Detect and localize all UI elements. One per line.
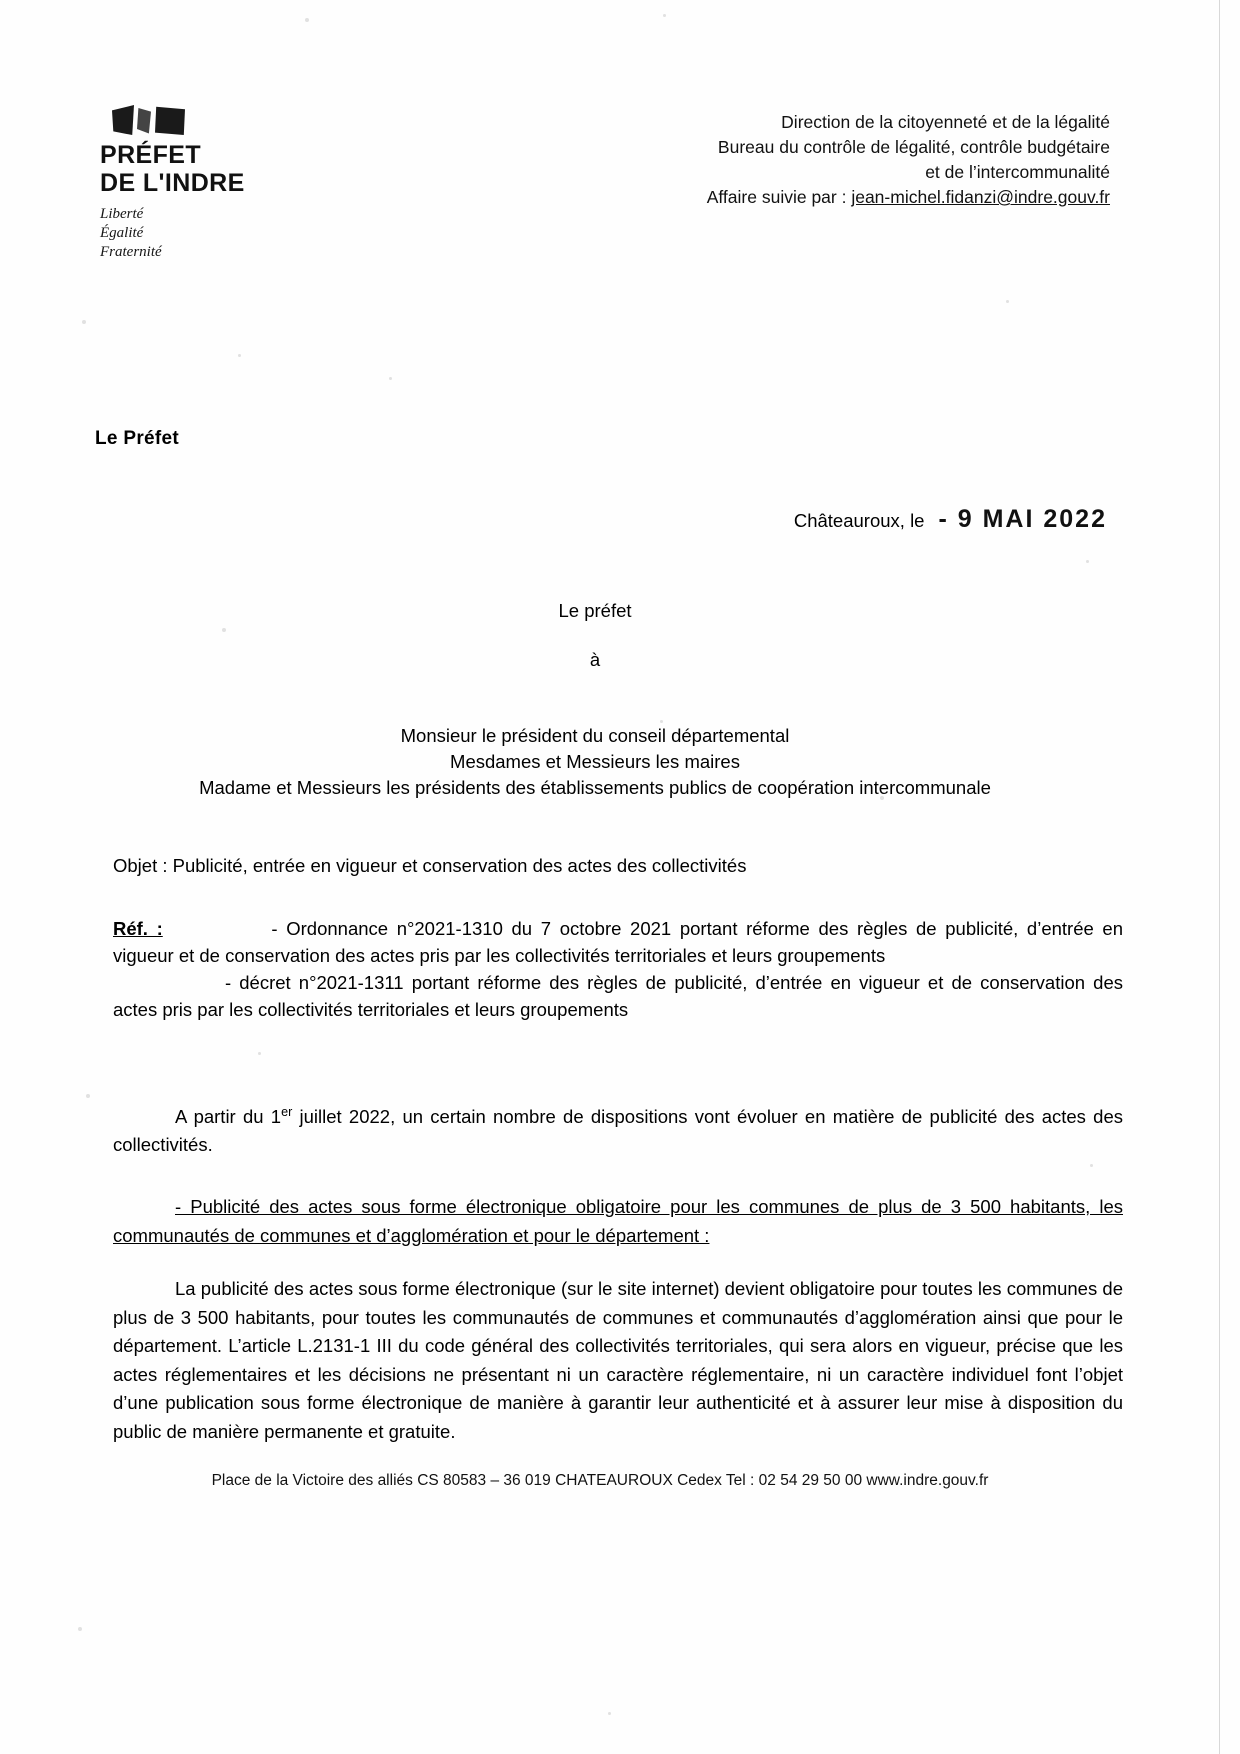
issuing-service-block — [490, 110, 1110, 210]
motto-fraternite: Fraternité — [100, 244, 162, 260]
contact-line — [490, 185, 1110, 210]
service-line-3: et de l’intercommunalité — [925, 162, 1110, 182]
references-label: Réf. : — [113, 918, 163, 939]
scan-speck — [82, 320, 86, 324]
addressee-to-word: à — [589, 649, 601, 670]
intro-text-part1: A partir du 1 — [175, 1106, 282, 1128]
section-heading: - Publicité des actes sous forme électronique obligatoire pour les communes de plus de 3 500 habitants, les communautés de communes et d’agglomération et pour le département : — [113, 1196, 1123, 1246]
references-block — [113, 915, 1123, 1023]
page-footer: Place de la Victoire des alliés CS 80583 – 36 019 CHATEAUROUX Cedex Tel : 02 54 29 50 00 www.indre.gouv.fr — [211, 1472, 989, 1489]
contact-email-link[interactable]: jean-michel.fidanzi@indre.gouv.fr — [851, 187, 1110, 207]
service-line-2: Bureau du contrôle de légalité, contrôle budgétaire — [717, 137, 1110, 157]
contact-prefix: Affaire suivie par : — [706, 187, 852, 207]
reference-item-2: - décret n°2021-1311 portant réforme des règles de publicité, d’entrée en vigueur et de conservation des actes pris par les collectivités territoriales et leurs groupements — [113, 972, 1123, 1020]
intro-ordinal-sup: er — [281, 1105, 293, 1119]
sender-label: Le Préfet — [95, 428, 180, 449]
prefecture-title-line1: PRÉFET — [100, 141, 202, 169]
prefecture-title-line2: DE L'INDRE — [100, 169, 245, 197]
recipient-line-1: Monsieur le président du conseil départemental — [400, 725, 790, 746]
place-label: Châteauroux, le — [793, 510, 925, 531]
motto-egalite: Égalité — [100, 225, 144, 241]
marianne-emblem-icon — [112, 105, 190, 135]
scan-speck — [86, 1094, 90, 1098]
date-stamp: - 9 MAI 2022 — [938, 505, 1107, 533]
intro-text-part2: juillet 2022, un certain nombre de dispositions vont évoluer en matière de publicité des actes des collectivités. — [113, 1106, 1123, 1156]
letter-content — [95, 0, 1145, 1754]
section-paragraph: La publicité des actes sous forme électronique (sur le site internet) devient obligatoire pour toutes les communes de plus de 3 500 habitants, pour toutes les communautés de communes et communautés d’agglomération ainsi que pour le département. L’article L.2131-1 III du code général des collectivités territoriales, qui sera alors en vigueur, précise que les actes réglementaires et les décisions ne présentant ni un caractère réglementaire, ni un caractère individuel font l’objet d’une publication sous forme électronique de manière à garantir leur authenticité et à assurer leur mise à disposition du public de manière permanente et gratuite. — [113, 1278, 1123, 1442]
motto-liberte: Liberté — [100, 206, 144, 222]
prefecture-logo-block — [100, 105, 360, 262]
addressee-from: Le préfet — [558, 600, 632, 621]
place-date-line — [794, 505, 1107, 534]
service-line-1: Direction de la citoyenneté et de la légalité — [781, 112, 1110, 132]
intro-paragraph — [113, 1098, 1123, 1159]
addressee-block — [95, 600, 1095, 801]
reference-item-1: - Ordonnance n°2021-1310 du 7 octobre 2021 portant réforme des règles de publicité, d’entrée en vigueur et de conservation des actes pris par les collectivités territoriales et leurs groupements — [113, 918, 1124, 966]
scan-edge — [1219, 0, 1220, 1754]
scan-speck — [78, 1627, 82, 1631]
recipient-line-2: Mesdames et Messieurs les maires — [450, 751, 740, 772]
republic-motto — [100, 205, 360, 262]
recipient-line-3: Madame et Messieurs les présidents des établissements publics de coopération intercommunale — [199, 777, 991, 798]
addressee-recipients — [95, 723, 1095, 801]
subject-line: Objet : Publicité, entrée en vigueur et conservation des actes des collectivités — [113, 855, 747, 876]
letterhead — [95, 0, 1145, 260]
